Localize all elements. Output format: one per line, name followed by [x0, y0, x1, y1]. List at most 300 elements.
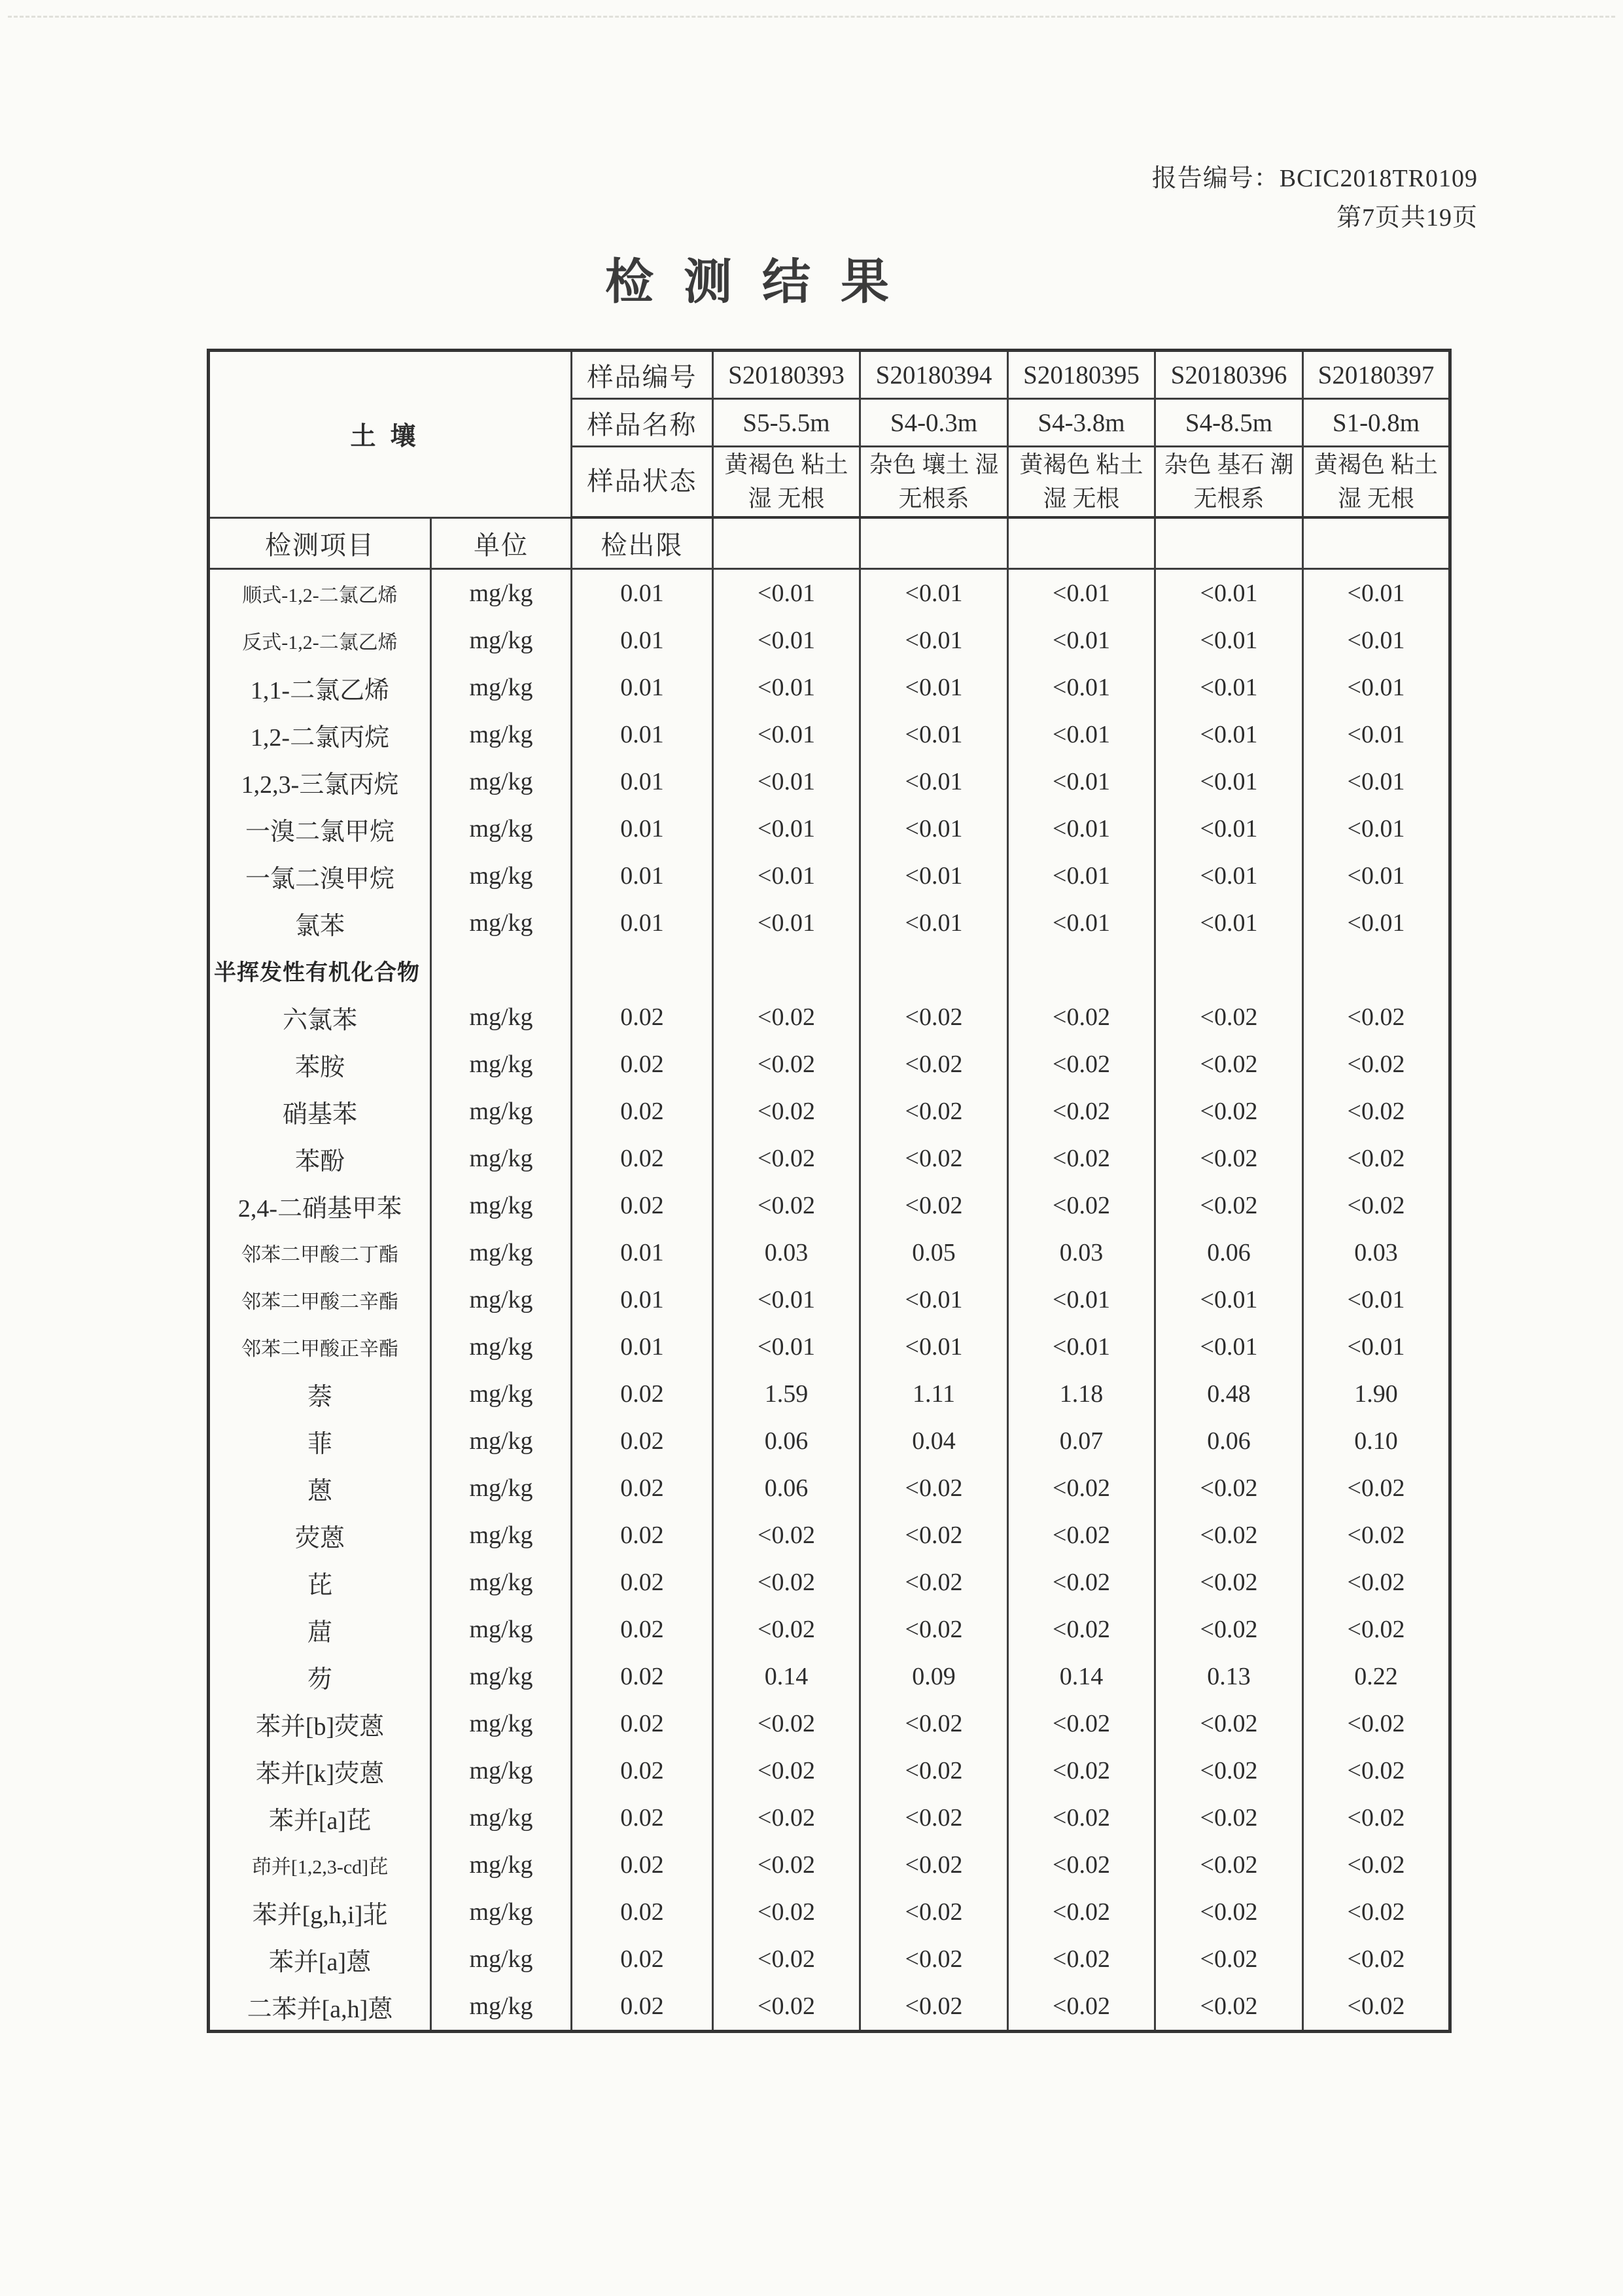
value-cell: <0.02 [1155, 1606, 1303, 1653]
limit-cell: 0.02 [572, 1088, 713, 1135]
report-number: 报告编号：BCIC2018TR0109 [1151, 165, 1478, 192]
value-cell [1303, 947, 1450, 994]
value-cell: <0.02 [1155, 1794, 1303, 1841]
value-cell: <0.02 [860, 1135, 1008, 1182]
category-cell: 土壤 [209, 351, 572, 518]
limit-cell: 0.01 [572, 899, 713, 947]
table-row [209, 1559, 1450, 1606]
value-cell: <0.02 [1155, 1465, 1303, 1512]
value-cell: <0.02 [713, 1841, 860, 1888]
value-cell: <0.02 [1303, 1559, 1450, 1606]
value-cell: <0.01 [860, 617, 1008, 664]
sample-id-row [209, 351, 1450, 399]
empty-cell [1008, 517, 1155, 569]
unit-cell: mg/kg [431, 1465, 572, 1512]
limit-cell: 0.02 [572, 1700, 713, 1747]
value-cell: <0.02 [713, 1182, 860, 1229]
value-cell: <0.01 [1008, 805, 1155, 852]
limit-cell: 0.02 [572, 1512, 713, 1559]
item-cell: 1,2,3-三氯丙烷 [209, 758, 431, 805]
value-cell: <0.01 [1155, 758, 1303, 805]
limit-cell: 0.02 [572, 1841, 713, 1888]
value-cell: <0.01 [860, 1276, 1008, 1323]
value-cell: <0.02 [1303, 994, 1450, 1041]
value-cell: <0.02 [1155, 1088, 1303, 1135]
unit-cell: mg/kg [431, 1888, 572, 1936]
limit-cell: 0.02 [572, 1606, 713, 1653]
table-row [209, 1323, 1450, 1370]
value-cell: <0.01 [860, 852, 1008, 899]
table-row [209, 1135, 1450, 1182]
unit-cell: mg/kg [431, 711, 572, 758]
table-row [209, 899, 1450, 947]
value-cell: <0.02 [860, 1794, 1008, 1841]
limit-cell: 0.01 [572, 617, 713, 664]
value-cell: <0.01 [713, 805, 860, 852]
value-cell [1008, 947, 1155, 994]
sample-id-cell: S20180394 [860, 351, 1008, 399]
unit-cell: mg/kg [431, 664, 572, 711]
value-cell: <0.02 [860, 1512, 1008, 1559]
value-cell: <0.02 [1008, 1182, 1155, 1229]
unit-cell: mg/kg [431, 994, 572, 1041]
value-cell: <0.02 [713, 1606, 860, 1653]
value-cell: <0.02 [1008, 1794, 1155, 1841]
table-row [209, 805, 1450, 852]
value-cell: 0.07 [1008, 1418, 1155, 1465]
value-cell: <0.01 [860, 711, 1008, 758]
value-cell: <0.02 [1155, 1512, 1303, 1559]
item-cell: 一溴二氯甲烷 [209, 805, 431, 852]
value-cell: <0.01 [713, 1323, 860, 1370]
unit-cell: mg/kg [431, 1559, 572, 1606]
value-cell: <0.01 [1008, 711, 1155, 758]
value-cell: <0.01 [713, 899, 860, 947]
value-cell: <0.01 [860, 899, 1008, 947]
table-row [209, 711, 1450, 758]
value-cell: <0.01 [1155, 617, 1303, 664]
table-row [209, 617, 1450, 664]
table-row [209, 569, 1450, 617]
unit-cell: mg/kg [431, 805, 572, 852]
unit-cell: mg/kg [431, 569, 572, 617]
value-cell: <0.01 [1303, 899, 1450, 947]
table-row [209, 1182, 1450, 1229]
value-cell: <0.01 [1008, 852, 1155, 899]
table-row [209, 1041, 1450, 1088]
value-cell: <0.01 [1303, 664, 1450, 711]
table-row [209, 1229, 1450, 1276]
value-cell: <0.02 [713, 1559, 860, 1606]
value-cell: <0.02 [1303, 1888, 1450, 1936]
value-cell: <0.02 [713, 1512, 860, 1559]
unit-cell: mg/kg [431, 1747, 572, 1794]
limit-cell [572, 947, 713, 994]
item-cell: 氯苯 [209, 899, 431, 947]
item-cell: 1,2-二氯丙烷 [209, 711, 431, 758]
item-cell: 邻苯二甲酸二辛酯 [209, 1276, 431, 1323]
value-cell: 0.06 [713, 1465, 860, 1512]
unit-cell: mg/kg [431, 1418, 572, 1465]
meta-label: 样品状态 [572, 447, 713, 518]
value-cell: <0.01 [1303, 758, 1450, 805]
value-cell: <0.01 [713, 1276, 860, 1323]
value-cell: <0.01 [1008, 899, 1155, 947]
value-cell: <0.01 [713, 569, 860, 617]
value-cell: <0.01 [860, 664, 1008, 711]
unit-cell [431, 947, 572, 994]
item-cell: 苯酚 [209, 1135, 431, 1182]
unit-cell: mg/kg [431, 1088, 572, 1135]
limit-cell: 0.01 [572, 1276, 713, 1323]
value-cell: 0.13 [1155, 1653, 1303, 1700]
value-cell: <0.02 [1155, 1559, 1303, 1606]
value-cell: <0.02 [713, 1700, 860, 1747]
value-cell: <0.02 [1155, 1041, 1303, 1088]
limit-cell: 0.02 [572, 1888, 713, 1936]
value-cell: <0.02 [1303, 1700, 1450, 1747]
value-cell: 0.06 [713, 1418, 860, 1465]
sample-id-cell: S20180395 [1008, 351, 1155, 399]
value-cell: <0.02 [1008, 1088, 1155, 1135]
value-cell: <0.02 [1303, 1182, 1450, 1229]
value-cell: <0.01 [1155, 805, 1303, 852]
sample-state-cell: 杂色 壤土 湿 无根系 [860, 447, 1008, 518]
limit-cell: 0.01 [572, 758, 713, 805]
value-cell: <0.01 [1303, 805, 1450, 852]
value-cell: <0.01 [1155, 664, 1303, 711]
value-cell: 0.03 [1303, 1229, 1450, 1276]
value-cell: 0.14 [1008, 1653, 1155, 1700]
limit-cell: 0.02 [572, 1370, 713, 1418]
value-cell [860, 947, 1008, 994]
table-row [209, 1794, 1450, 1841]
limit-cell: 0.02 [572, 1465, 713, 1512]
column-header-item: 检测项目 [209, 517, 431, 569]
unit-cell: mg/kg [431, 1653, 572, 1700]
value-cell: <0.02 [1303, 1794, 1450, 1841]
item-cell: 半挥发性有机化合物 [209, 947, 431, 994]
sample-state-cell: 黄褐色 粘土 湿 无根 [713, 447, 860, 518]
value-cell: <0.01 [1008, 1276, 1155, 1323]
limit-cell: 0.02 [572, 1653, 713, 1700]
table-row [209, 852, 1450, 899]
value-cell: <0.02 [713, 1088, 860, 1135]
value-cell: <0.02 [1008, 1747, 1155, 1794]
value-cell: <0.02 [1303, 1465, 1450, 1512]
value-cell: 1.59 [713, 1370, 860, 1418]
item-cell: 芘 [209, 1559, 431, 1606]
value-cell: 0.14 [713, 1653, 860, 1700]
limit-cell: 0.02 [572, 1747, 713, 1794]
value-cell: <0.02 [1303, 1936, 1450, 1983]
item-cell: 蒽 [209, 1465, 431, 1512]
unit-cell: mg/kg [431, 1229, 572, 1276]
table-row [209, 994, 1450, 1041]
item-cell: 2,4-二硝基甲苯 [209, 1182, 431, 1229]
table-row [209, 1936, 1450, 1983]
value-cell: <0.02 [1008, 1041, 1155, 1088]
value-cell: <0.02 [713, 994, 860, 1041]
value-cell: <0.02 [713, 1983, 860, 2032]
value-cell: <0.01 [1303, 569, 1450, 617]
column-header-unit: 单位 [431, 517, 572, 569]
value-cell: <0.02 [1303, 1606, 1450, 1653]
value-cell: <0.02 [860, 994, 1008, 1041]
value-cell: <0.01 [1155, 1276, 1303, 1323]
value-cell: <0.01 [1303, 617, 1450, 664]
value-cell: <0.02 [1155, 1747, 1303, 1794]
table-row [209, 1747, 1450, 1794]
item-cell: 茚并[1,2,3-cd]芘 [209, 1841, 431, 1888]
sample-id-cell: S20180393 [713, 351, 860, 399]
unit-cell: mg/kg [431, 1983, 572, 2032]
item-cell: 顺式-1,2-二氯乙烯 [209, 569, 431, 617]
value-cell: <0.02 [713, 1747, 860, 1794]
value-cell: <0.02 [1155, 994, 1303, 1041]
value-cell: <0.02 [860, 1465, 1008, 1512]
unit-cell: mg/kg [431, 1182, 572, 1229]
item-cell: 苯胺 [209, 1041, 431, 1088]
value-cell: 0.10 [1303, 1418, 1450, 1465]
value-cell: <0.01 [860, 758, 1008, 805]
value-cell: <0.01 [1303, 1323, 1450, 1370]
item-cell: 苯并[k]荧蒽 [209, 1747, 431, 1794]
limit-cell: 0.02 [572, 1418, 713, 1465]
limit-cell: 0.01 [572, 1229, 713, 1276]
value-cell: <0.02 [1008, 1465, 1155, 1512]
value-cell: <0.02 [1008, 1983, 1155, 2032]
value-cell: <0.01 [1008, 758, 1155, 805]
value-cell: <0.01 [1155, 711, 1303, 758]
value-cell: <0.02 [860, 1700, 1008, 1747]
value-cell: <0.01 [1303, 852, 1450, 899]
value-cell: <0.01 [713, 664, 860, 711]
table-row [209, 1370, 1450, 1418]
value-cell: 0.05 [860, 1229, 1008, 1276]
limit-cell: 0.01 [572, 711, 713, 758]
item-cell: 邻苯二甲酸正辛酯 [209, 1323, 431, 1370]
value-cell: <0.01 [860, 1323, 1008, 1370]
item-cell: 䓛 [209, 1606, 431, 1653]
value-cell: <0.02 [1155, 1888, 1303, 1936]
value-cell: 0.06 [1155, 1229, 1303, 1276]
unit-cell: mg/kg [431, 617, 572, 664]
value-cell: <0.02 [713, 1041, 860, 1088]
unit-cell: mg/kg [431, 899, 572, 947]
unit-cell: mg/kg [431, 1041, 572, 1088]
value-cell: <0.02 [1008, 1512, 1155, 1559]
value-cell: <0.02 [860, 1747, 1008, 1794]
value-cell: <0.02 [1303, 1747, 1450, 1794]
limit-cell: 0.02 [572, 1041, 713, 1088]
table-row [209, 758, 1450, 805]
value-cell: <0.02 [1008, 1135, 1155, 1182]
limit-cell: 0.02 [572, 1135, 713, 1182]
item-cell: 萘 [209, 1370, 431, 1418]
value-cell: <0.02 [1303, 1512, 1450, 1559]
item-cell: 邻苯二甲酸二丁酯 [209, 1229, 431, 1276]
limit-cell: 0.02 [572, 1559, 713, 1606]
value-cell: <0.01 [1155, 852, 1303, 899]
meta-label: 样品编号 [572, 351, 713, 399]
sample-name-cell: S4-8.5m [1155, 399, 1303, 447]
value-cell: <0.01 [1008, 1323, 1155, 1370]
unit-cell: mg/kg [431, 1606, 572, 1653]
limit-cell: 0.02 [572, 1983, 713, 2032]
table-row [209, 1983, 1450, 2032]
table-row [209, 1418, 1450, 1465]
value-cell: <0.02 [1008, 1841, 1155, 1888]
value-cell: <0.02 [1008, 1888, 1155, 1936]
value-cell: <0.01 [713, 852, 860, 899]
item-cell: 苯并[a]蒽 [209, 1936, 431, 1983]
unit-cell: mg/kg [431, 1841, 572, 1888]
empty-cell [860, 517, 1008, 569]
value-cell: <0.02 [1155, 1936, 1303, 1983]
meta-label: 样品名称 [572, 399, 713, 447]
value-cell: <0.01 [1303, 711, 1450, 758]
item-cell: 苯并[g,h,i]苝 [209, 1888, 431, 1936]
value-cell [1155, 947, 1303, 994]
item-cell: 苯并[a]芘 [209, 1794, 431, 1841]
page-title: 检测结果 [605, 256, 919, 309]
value-cell: <0.02 [860, 1182, 1008, 1229]
table-body [209, 569, 1450, 2032]
item-cell: 1,1-二氯乙烯 [209, 664, 431, 711]
value-cell: <0.01 [1155, 569, 1303, 617]
unit-cell: mg/kg [431, 1936, 572, 1983]
unit-cell: mg/kg [431, 1323, 572, 1370]
value-cell: <0.02 [713, 1794, 860, 1841]
table-row [209, 1653, 1450, 1700]
sample-state-cell: 黄褐色 粘土 湿 无根 [1008, 447, 1155, 518]
value-cell: <0.02 [1008, 1559, 1155, 1606]
item-cell: 一氯二溴甲烷 [209, 852, 431, 899]
report-meta-block [1152, 159, 1478, 237]
unit-cell: mg/kg [431, 1276, 572, 1323]
value-cell: 0.22 [1303, 1653, 1450, 1700]
value-cell: <0.02 [1303, 1983, 1450, 2032]
limit-cell: 0.02 [572, 1936, 713, 1983]
empty-cell [1155, 517, 1303, 569]
table-row [209, 1606, 1450, 1653]
value-cell: <0.01 [1008, 664, 1155, 711]
value-cell: <0.01 [1155, 899, 1303, 947]
column-header-limit: 检出限 [572, 517, 713, 569]
unit-cell: mg/kg [431, 852, 572, 899]
limit-cell: 0.02 [572, 1182, 713, 1229]
value-cell: <0.02 [1303, 1135, 1450, 1182]
column-header-row [209, 517, 1450, 569]
results-table [207, 349, 1452, 2033]
sample-id-cell: S20180396 [1155, 351, 1303, 399]
value-cell: <0.02 [713, 1135, 860, 1182]
sample-name-cell: S5-5.5m [713, 399, 860, 447]
unit-cell: mg/kg [431, 1700, 572, 1747]
unit-cell: mg/kg [431, 1370, 572, 1418]
item-cell: 菲 [209, 1418, 431, 1465]
value-cell: 0.03 [1008, 1229, 1155, 1276]
limit-cell: 0.01 [572, 1323, 713, 1370]
value-cell: <0.02 [1008, 994, 1155, 1041]
value-cell: 0.48 [1155, 1370, 1303, 1418]
value-cell: <0.02 [860, 1936, 1008, 1983]
value-cell: <0.02 [860, 1088, 1008, 1135]
value-cell: <0.02 [1008, 1936, 1155, 1983]
value-cell: <0.02 [1155, 1841, 1303, 1888]
table-row [209, 1512, 1450, 1559]
table-row [209, 1465, 1450, 1512]
value-cell: <0.02 [1155, 1135, 1303, 1182]
table-row [209, 1888, 1450, 1936]
sample-state-cell: 黄褐色 粘土 湿 无根 [1303, 447, 1450, 518]
value-cell: <0.02 [713, 1888, 860, 1936]
sample-name-cell: S4-0.3m [860, 399, 1008, 447]
value-cell: <0.02 [860, 1559, 1008, 1606]
value-cell: 0.06 [1155, 1418, 1303, 1465]
value-cell [713, 947, 860, 994]
value-cell: <0.02 [1155, 1983, 1303, 2032]
limit-cell: 0.01 [572, 569, 713, 617]
value-cell: <0.02 [860, 1983, 1008, 2032]
limit-cell: 0.02 [572, 1794, 713, 1841]
value-cell: <0.01 [860, 805, 1008, 852]
value-cell: <0.02 [1303, 1041, 1450, 1088]
sample-state-cell: 杂色 基石 潮 无根系 [1155, 447, 1303, 518]
value-cell: <0.01 [1303, 1276, 1450, 1323]
table-row [209, 1841, 1450, 1888]
unit-cell: mg/kg [431, 758, 572, 805]
value-cell: 0.03 [713, 1229, 860, 1276]
item-cell: 六氯苯 [209, 994, 431, 1041]
item-cell: 硝基苯 [209, 1088, 431, 1135]
value-cell: 0.04 [860, 1418, 1008, 1465]
value-cell: <0.02 [860, 1606, 1008, 1653]
value-cell: <0.02 [860, 1888, 1008, 1936]
value-cell: <0.02 [1303, 1841, 1450, 1888]
limit-cell: 0.01 [572, 664, 713, 711]
value-cell: <0.02 [1155, 1700, 1303, 1747]
value-cell: 1.11 [860, 1370, 1008, 1418]
value-cell: 0.09 [860, 1653, 1008, 1700]
page-number: 第7页共19页 [1336, 204, 1478, 232]
value-cell: <0.01 [1155, 1323, 1303, 1370]
value-cell: <0.02 [1303, 1088, 1450, 1135]
sample-name-cell: S1-0.8m [1303, 399, 1450, 447]
value-cell: 1.18 [1008, 1370, 1155, 1418]
empty-cell [713, 517, 860, 569]
table-row [209, 664, 1450, 711]
value-cell: 1.90 [1303, 1370, 1450, 1418]
item-cell: 苯并[b]荧蒽 [209, 1700, 431, 1747]
value-cell: <0.02 [860, 1041, 1008, 1088]
table-row [209, 1276, 1450, 1323]
scanner-streak-artifact [8, 16, 1615, 18]
limit-cell: 0.01 [572, 852, 713, 899]
limit-cell: 0.02 [572, 994, 713, 1041]
table-row [209, 1088, 1450, 1135]
unit-cell: mg/kg [431, 1512, 572, 1559]
table-row [209, 1700, 1450, 1747]
section-row [209, 947, 1450, 994]
item-cell: 荧蒽 [209, 1512, 431, 1559]
empty-cell [1303, 517, 1450, 569]
item-cell: 反式-1,2-二氯乙烯 [209, 617, 431, 664]
value-cell: <0.02 [1008, 1606, 1155, 1653]
sample-id-cell: S20180397 [1303, 351, 1450, 399]
unit-cell: mg/kg [431, 1794, 572, 1841]
